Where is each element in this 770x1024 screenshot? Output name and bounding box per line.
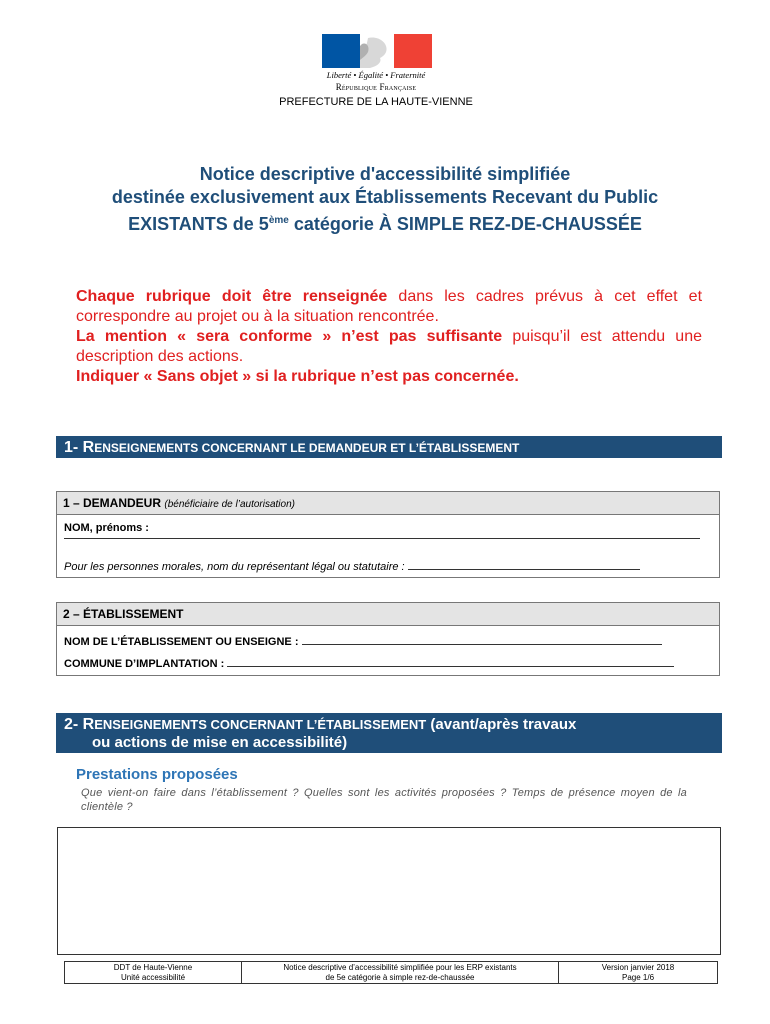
morales-field[interactable]: [408, 559, 640, 570]
title-line-3: EXISTANTS de 5ème catégorie À SIMPLE REZ-DE-CHAUSSÉE: [128, 214, 642, 234]
nom-label: NOM, prénoms :: [64, 522, 149, 534]
etablissement-header: 2 – ÉTABLISSEMENT: [57, 603, 719, 626]
commune-row: COMMUNE D’IMPLANTATION :: [64, 656, 674, 670]
instructions: [76, 287, 702, 387]
nom-field[interactable]: [64, 538, 700, 539]
demandeur-header: 1 – DEMANDEUR (bénéficiaire de l’autorisation): [57, 492, 719, 515]
prestations-question: Que vient-on faire dans l’établissement ? Quelles sont les activités proposées ? Temps de présence moyen de la clientèle ?: [81, 787, 687, 813]
instruction-1: Chaque rubrique doit être renseignée dans les cadres prévus à cet effet et correspondre au projet ou à la situation rencontrée.: [76, 288, 703, 325]
title-line-1: Notice descriptive d'accessibilité simplifiée: [199, 164, 571, 184]
prefecture-name: PREFECTURE DE LA HAUTE-VIENNE: [279, 96, 473, 108]
page-footer: [64, 961, 718, 984]
etablissement-nom-row: NOM DE L’ÉTABLISSEMENT OU ENSEIGNE :: [64, 634, 662, 648]
footer-doc: Notice descriptive d’accessibilité simplifiée pour les ERP existants de 5e catégorie à simple rez-de-chaussée: [242, 962, 559, 983]
republic-motto: Liberté • Égalité • Fraternité: [326, 70, 426, 80]
republic-name: République Française: [335, 82, 417, 92]
prestations-heading: Prestations proposées: [76, 766, 238, 783]
document-title: [40, 163, 730, 236]
commune-field[interactable]: [227, 656, 674, 667]
etablissement-box: [56, 602, 720, 676]
section-2-header: 2- RENSEIGNEMENTS CONCERNANT L’ÉTABLISSEMENT (avant/après travaux ou actions de mise en accessibilité): [56, 713, 722, 753]
footer-org: DDT de Haute-Vienne Unité accessibilité: [65, 962, 242, 983]
section-1-header: 1- RENSEIGNEMENTS CONCERNANT LE DEMANDEUR ET L’ÉTABLISSEMENT: [56, 436, 722, 458]
title-line-2: destinée exclusivement aux Établissements Recevant du Public: [111, 187, 659, 207]
footer-version: Version janvier 2018 Page 1/6: [601, 963, 675, 982]
etablissement-nom-field[interactable]: [302, 634, 662, 645]
instruction-3: Indiquer « Sans objet » si la rubrique n’est pas concernée.: [76, 368, 519, 385]
morales-label: Pour les personnes morales, nom du représentant légal ou statutaire :: [64, 559, 640, 573]
instruction-2: La mention « sera conforme » n’est pas suffisante puisqu’il est attendu une description des actions.: [76, 328, 702, 365]
prestations-textarea[interactable]: [57, 827, 721, 955]
marianne-logo: [322, 34, 432, 68]
demandeur-box: [56, 491, 720, 578]
